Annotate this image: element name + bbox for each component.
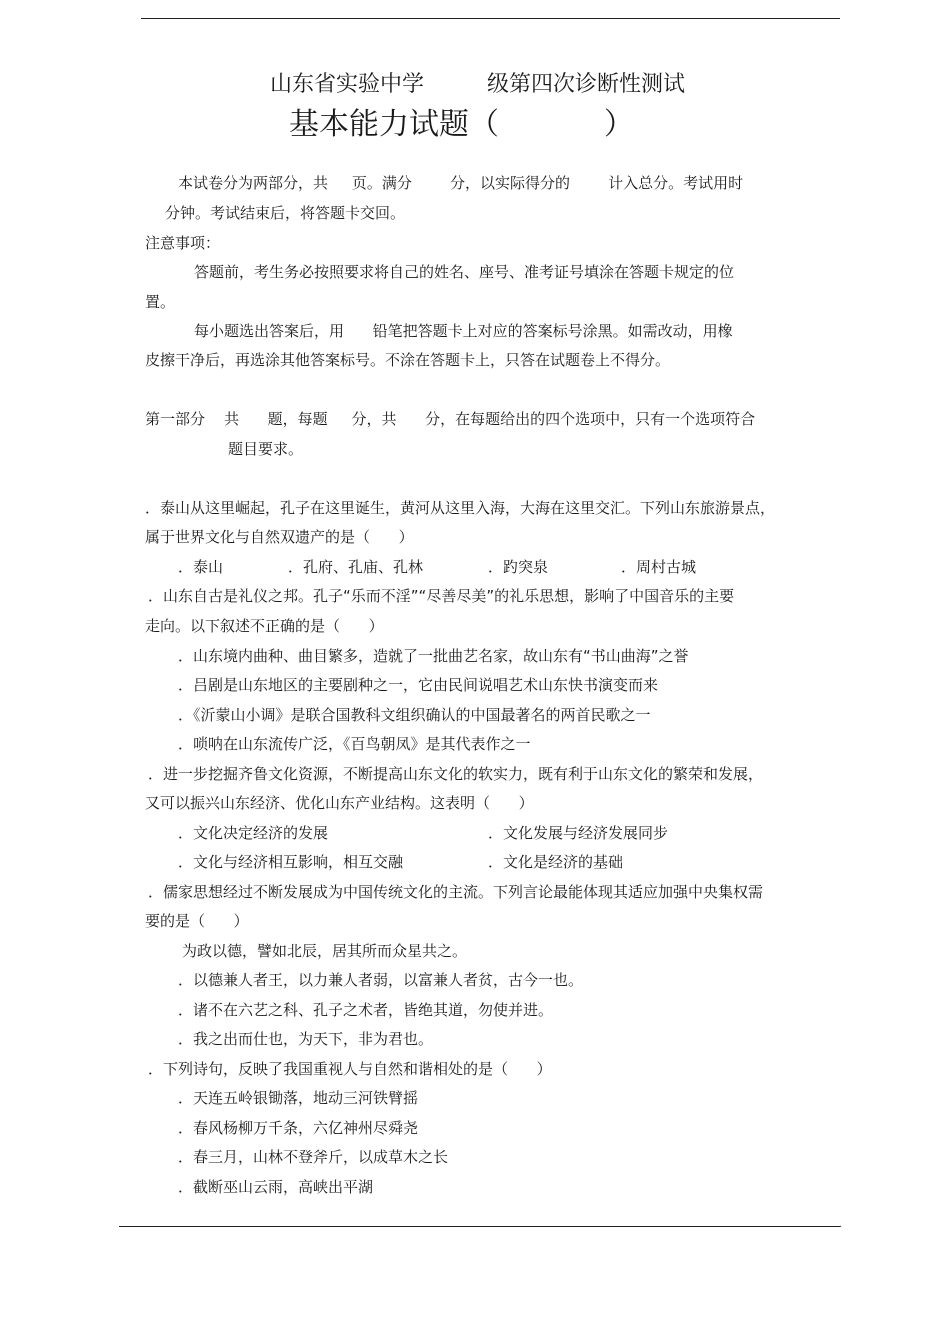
- q2-stem-line-2: 走向。以下叙述不正确的是（ ）: [145, 617, 384, 635]
- q3-option-c: ．文化与经济相互影响，相互交融: [178, 853, 404, 871]
- title-line-2: 基本能力试题（ ）: [289, 107, 634, 142]
- q5-option-a: ．天连五岭银锄落，地动三河铁臂摇: [178, 1089, 419, 1107]
- q3-stem-line-2: 又可以振兴山东经济、优化山东产业结构。这表明（ ）: [145, 794, 534, 812]
- note-line-1: 答题前，考生务必按照要求将自己的姓名、座号、准考证号填涂在答题卡规定的位: [194, 263, 735, 281]
- q1-stem-line-2: 属于世界文化与自然双遗产的是（ ）: [145, 528, 414, 546]
- q5-stem-line-1: ．下列诗句，反映了我国重视人与自然和谐相处的是（ ）: [148, 1060, 552, 1078]
- q1-stem-line-1: ．泰山从这里崛起，孔子在这里诞生，黄河从这里入海，大海在这里交汇。下列山东旅游景点，: [145, 499, 776, 517]
- q3-stem-line-1: ．进一步挖掘齐鲁文化资源，不断提高山东文化的软实力，既有利于山东文化的繁荣和发展，: [148, 765, 764, 783]
- q5-option-d: ．截断巫山云雨，高峡出平湖: [178, 1178, 374, 1196]
- q5-option-b: ．春风杨柳万千条，六亿神州尽舜尧: [178, 1119, 419, 1137]
- notes-heading: 注意事项：: [145, 234, 221, 252]
- title-line-1: 山东省实验中学 级第四次诊断性测试: [270, 72, 685, 97]
- intro-line-2: 分钟。考试结束后，将答题卡交回。: [165, 204, 406, 222]
- q4-option-c: ．诸不在六艺之科、孔子之术者，皆绝其道，勿使并进。: [178, 1001, 554, 1019]
- q2-option-b: ．吕剧是山东地区的主要剧种之一，它由民间说唱艺术山东快书演变而来: [178, 676, 659, 694]
- q5-option-c: ．春三月，山林不登斧斤，以成草木之长: [178, 1148, 449, 1166]
- q1-option-c: ．趵突泉: [488, 558, 549, 576]
- q1-option-b: ．孔府、孔庙、孔林: [288, 558, 424, 576]
- q4-option-d: ．我之出而仕也，为天下，非为君也。: [178, 1030, 434, 1048]
- top-rule: [141, 18, 840, 19]
- q2-option-a: ．山东境内曲种、曲目繁多，造就了一批曲艺名家，故山东有“书山曲海”之誉: [178, 647, 689, 665]
- q1-option-a: ．泰山: [178, 558, 224, 576]
- part1-line-1: 第一部分 共 题，每题 分，共 分，在每题给出的四个选项中，只有一个选项符合: [145, 410, 756, 428]
- q3-option-b: ．文化发展与经济发展同步: [488, 824, 669, 842]
- q3-option-a: ．文化决定经济的发展: [178, 824, 329, 842]
- q4-stem-line-1: ．儒家思想经过不断发展成为中国传统文化的主流。下列言论最能体现其适应加强中央集权需: [148, 883, 764, 901]
- q2-stem-line-1: ．山东自古是礼仪之邦。孔子“乐而不淫”“尽善尽美”的礼乐思想，影响了中国音乐的主要: [148, 587, 735, 605]
- part1-line-2: 题目要求。: [228, 440, 304, 458]
- intro-line-1: 本试卷分为两部分，共 页。满分 分，以实际得分的 计入总分。考试用时: [178, 174, 744, 192]
- q4-stem-line-2: 要的是（ ）: [145, 912, 249, 930]
- q2-option-d: ．唢呐在山东流传广泛，《百鸟朝凤》是其代表作之一: [178, 735, 531, 753]
- note-line-3: 每小题选出答案后，用 铅笔把答题卡上对应的答案标号涂黑。如需改动，用橡: [194, 322, 733, 340]
- q2-option-c: ．《沂蒙山小调》是联合国教科文组织确认的中国最著名的两首民歌之一: [178, 706, 651, 724]
- q3-option-d: ．文化是经济的基础: [488, 853, 624, 871]
- bottom-mark: .: [839, 1219, 843, 1230]
- q1-option-d: ．周村古城: [621, 558, 697, 576]
- note-line-2: 置。: [145, 293, 176, 311]
- q4-option-a: 为政以德，譬如北辰，居其所而众星共之。: [182, 942, 468, 960]
- bottom-rule: [119, 1226, 841, 1227]
- note-line-4: 皮擦干净后，再选涂其他答案标号。不涂在答题卡上，只答在试题卷上不得分。: [145, 351, 671, 369]
- q4-option-b: ．以德兼人者王，以力兼人者弱，以富兼人者贫，古今一也。: [178, 971, 584, 989]
